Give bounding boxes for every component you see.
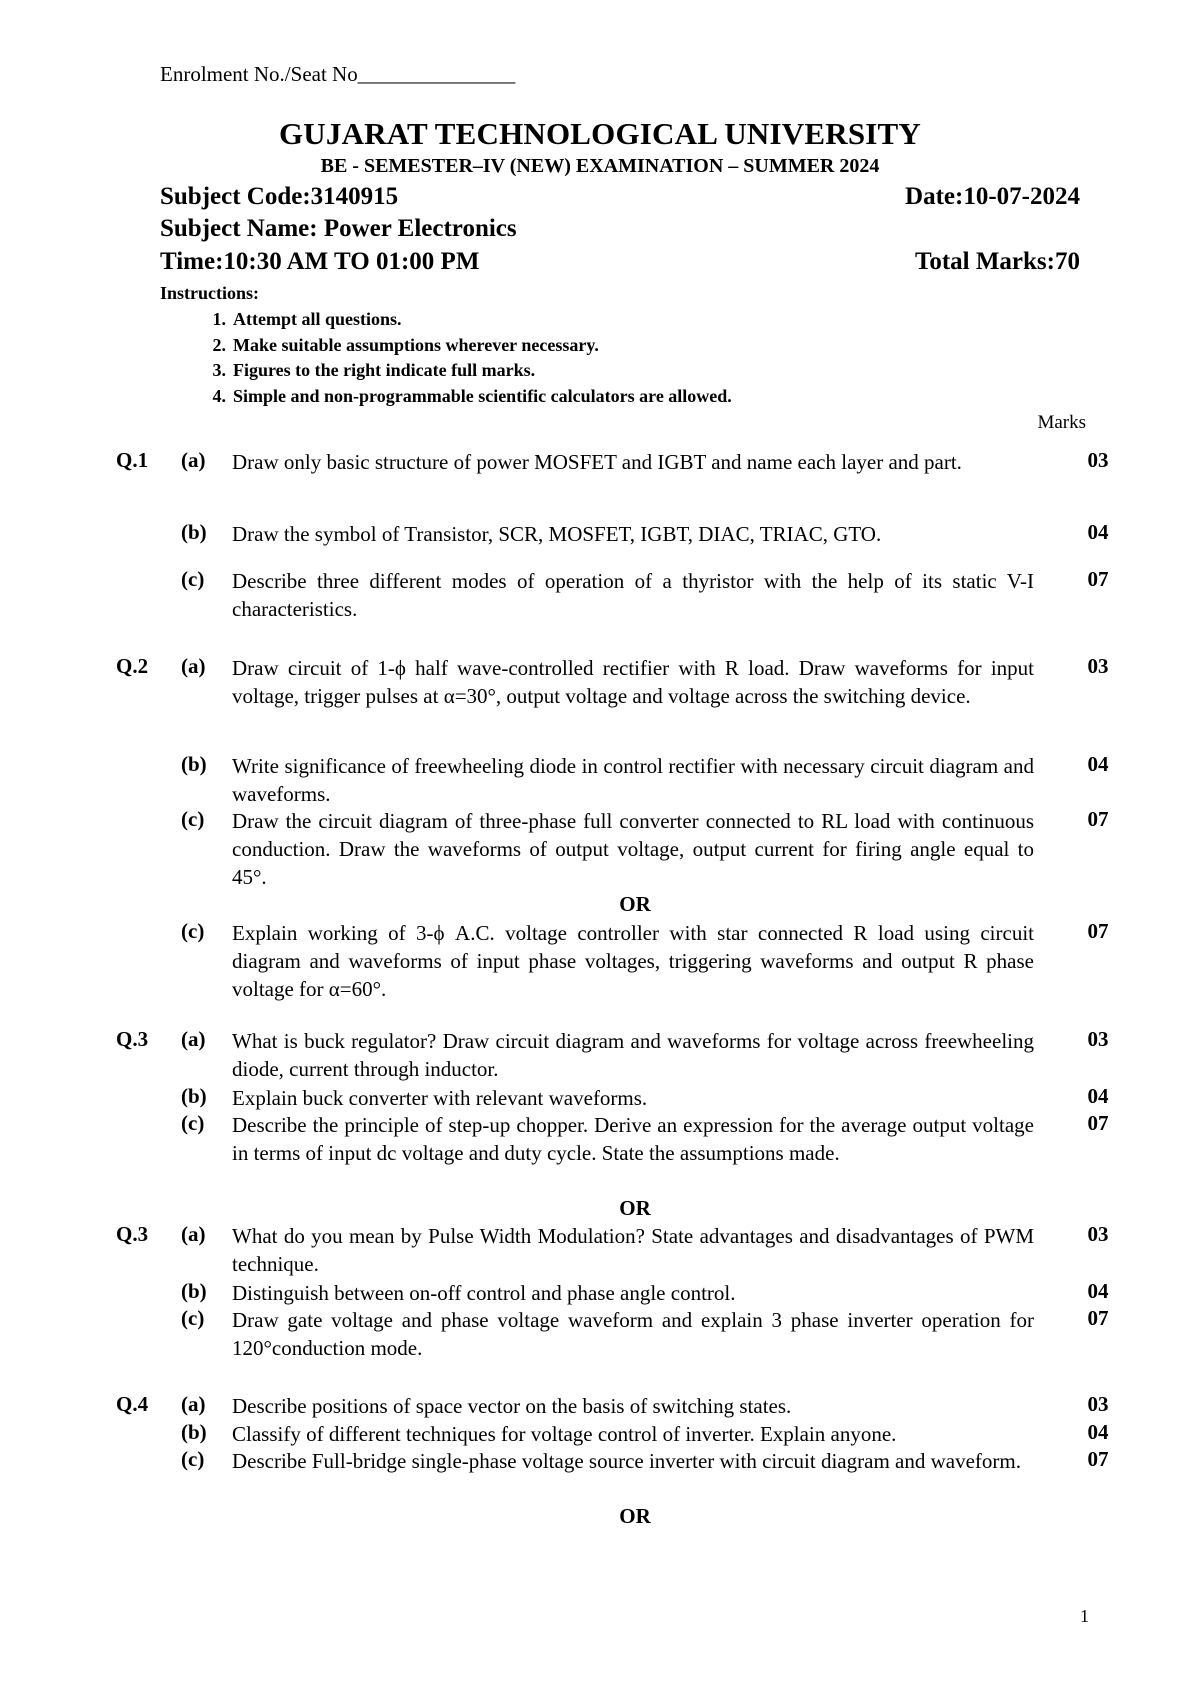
subject-code-row [160,183,1080,211]
time-row [160,248,1080,276]
question-text: Draw the symbol of Transistor, SCR, MOSFET, IGBT, DIAC, TRIAC, GTO. [232,522,882,546]
instructions-title: Instructions: [160,283,260,303]
question-marks: 07 [1087,807,1109,831]
exam-date: Date:10-07-2024 [905,183,1080,210]
question-text: Describe positions of space vector on the basis of switching states. [232,1394,792,1418]
part-label: (b) [181,752,207,776]
question-number: Q.2 [116,654,149,678]
part-label: (a) [181,1027,206,1051]
question-text: What do you mean by Pulse Width Modulation? State advantages and disadvantages of PWM technique. [232,1224,1034,1276]
question-text: Describe Full-bridge single-phase voltage source inverter with circuit diagram and waveform. [232,1449,1021,1473]
part-label: (c) [181,567,205,591]
question-marks: 07 [1087,919,1109,943]
instruction-item: 1. Attempt all questions. [212,309,402,329]
part-label: (b) [181,1279,207,1303]
question-text: Distinguish between on-off control and phase angle control. [232,1281,736,1305]
question-marks: 07 [1087,1447,1109,1471]
question-marks: 04 [1087,752,1109,776]
question-marks: 07 [1087,1306,1109,1330]
part-label: (c) [181,1111,205,1135]
part-label: (c) [181,807,205,831]
instruction-item: 4. Simple and non-programmable scientific calculators are allowed. [212,386,732,406]
question-number: Q.1 [116,448,149,472]
question-text: Draw circuit of 1-ϕ half wave-controlled rectifier with R load. Draw waveforms for input voltage, trigger pulses at α=30°, output voltage and voltage across the switching device. [232,656,1034,708]
part-label: (c) [181,1306,205,1330]
question-marks: 03 [1087,1222,1109,1246]
question-marks: 03 [1087,448,1109,472]
part-label: (a) [181,1392,206,1416]
part-label: (a) [181,448,206,472]
question-text: Explain buck converter with relevant waveforms. [232,1086,648,1110]
question-text: Explain working of 3-ϕ A.C. voltage controller with star connected R load using circuit diagram and waveforms of input phase voltages, triggering waveforms and output R phase voltage for α=60°. [232,921,1034,1001]
question-marks: 03 [1087,1027,1109,1051]
exam-time: Time:10:30 AM TO 01:00 PM [160,248,480,275]
question-marks: 04 [1087,1420,1109,1444]
question-text: Draw the circuit diagram of three-phase full converter connected to RL load with continuous conduction. Draw the waveforms of output voltage, output current for firing angle equal to 45°. [232,809,1034,889]
question-text: Describe three different modes of operation of a thyristor with the help of its static V-I characteristics. [232,569,1034,621]
instruction-item: 2. Make suitable assumptions wherever necessary. [212,335,599,355]
exam-title: BE - SEMESTER–IV (NEW) EXAMINATION – SUMMER 2024 [320,155,880,177]
part-label: (b) [181,1420,207,1444]
question-text: Classify of different techniques for voltage control of inverter. Explain anyone. [232,1422,897,1446]
part-label: (b) [181,520,207,544]
question-marks: 04 [1087,1084,1109,1108]
question-text: Write significance of freewheeling diode in control rectifier with necessary circuit diagram and waveforms. [232,754,1034,806]
or-separator: OR [619,1196,651,1220]
subject-name: Subject Name: Power Electronics [160,215,517,242]
enrolment-line: Enrolment No./Seat No_______________ [160,62,516,86]
question-marks: 04 [1087,520,1109,544]
question-marks: 04 [1087,1279,1109,1303]
question-number: Q.4 [116,1392,149,1416]
part-label: (c) [181,919,205,943]
subject-name-row [160,215,1080,243]
page-number: 1 [1080,1606,1089,1626]
part-label: (c) [181,1447,205,1471]
question-text: Draw gate voltage and phase voltage waveform and explain 3 phase inverter operation for 120°conduction mode. [232,1308,1034,1360]
total-marks: Total Marks:70 [914,248,1080,275]
part-label: (a) [181,1222,206,1246]
question-number: Q.3 [116,1222,149,1246]
marks-column-header: Marks [1037,412,1086,433]
or-separator: OR [619,1504,651,1528]
question-text: What is buck regulator? Draw circuit diagram and waveforms for voltage across freewheeling diode, current through inductor. [232,1029,1034,1081]
question-text: Draw only basic structure of power MOSFET and IGBT and name each layer and part. [232,450,962,474]
part-label: (b) [181,1084,207,1108]
subject-code: Subject Code:3140915 [160,183,399,210]
question-marks: 07 [1087,1111,1109,1135]
question-marks: 07 [1087,567,1109,591]
question-number: Q.3 [116,1027,149,1051]
question-marks: 03 [1087,1392,1109,1416]
question-text: Describe the principle of step-up chopper. Derive an expression for the average output voltage in terms of input dc voltage and duty cycle. State the assumptions made. [232,1113,1034,1165]
part-label: (a) [181,654,206,678]
university-title: GUJARAT TECHNOLOGICAL UNIVERSITY [278,116,922,151]
instruction-item: 3. Figures to the right indicate full marks. [212,360,536,380]
question-marks: 03 [1087,654,1109,678]
or-separator: OR [619,892,651,916]
